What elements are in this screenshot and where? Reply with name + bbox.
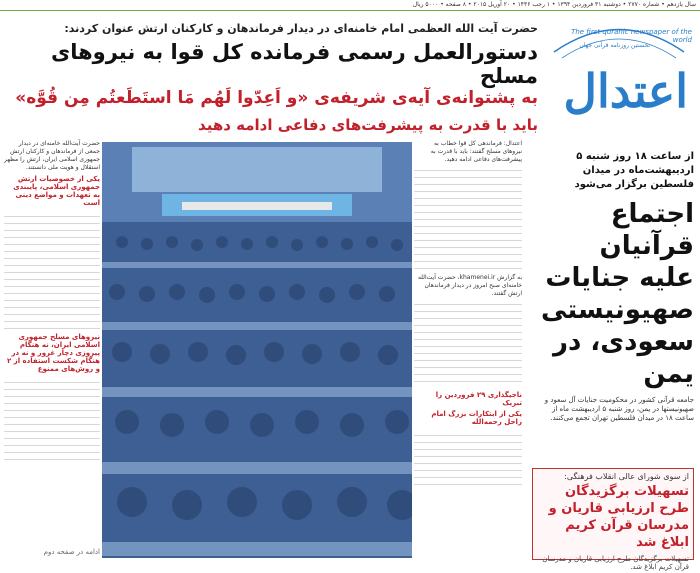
- logo-subtitle: نخستین روزنامه قرآنی جهان: [579, 42, 650, 49]
- mid-filler: [414, 164, 522, 274]
- lead-headline: دستورالعمل رسمی فرمانده کل قوا به نیروهای مسلح: [50, 40, 538, 88]
- left-filler-2: [4, 376, 100, 466]
- right-story-body: جامعه قرآنی کشور در محکومیت جنایات آل سعود و صهیونیستها در یمن، روز شنبه ۵ اردیبهشت ماه از ساعت ۱۸ در میدان فلسطین تهران تجمع می‌کنند.: [544, 396, 694, 422]
- newspaper-logo: اعتدال: [563, 64, 688, 118]
- box-body: تسهیلات برگزیدگان طرح ارزیابی قاریان و مدرسان قرآن کریم ابلاغ شد.: [542, 555, 689, 571]
- mid-filler-3: [414, 429, 522, 489]
- box-headline: تسهیلات برگزیدگان طرح ارزیابی قاریان و مدرسان قرآن کریم ابلاغ شد: [548, 484, 689, 550]
- mid-section-1: ناجیگذاری ۲۹ فروردین را تبریک: [435, 391, 522, 407]
- lead-verse: به پشتوانه‌ی آیه‌ی شریفه‌ی «و اَعِدّوا لَهُم مَا استَطَعتُم مِن قُوَّه»: [15, 88, 538, 108]
- mid-section-2: یکی از ابتکارات بزرگ امام راحل رحمه‌الله: [431, 410, 522, 426]
- right-story: [536, 150, 694, 423]
- left-filler: [4, 210, 100, 330]
- box-kicker: از سوی شورای عالی انقلاب فرهنگی:: [564, 472, 689, 481]
- continue-note: ادامه در صفحه دوم: [43, 548, 100, 556]
- date-bar: سال یازدهم • شماره ۲۷۷۰ • دوشنبه ۳۱ فروردین ۱۳۹۴ • ۱ رجب ۱۴۳۶ • ۲۰ آوریل ۲۰۱۵ • ۸ صفحه • ۵۰۰۰ ریال: [0, 0, 700, 11]
- right-story-headline: اجتماع قرآنیان علیه جنایات صهیونیستی سعودی، در یمن: [541, 199, 694, 389]
- middle-column: [414, 140, 522, 489]
- lead-supra: حضرت آیت الله العظمی امام خامنه‌ای در دیدار فرماندهان و کارکنان ارتش عنوان کردند:: [64, 22, 538, 35]
- lead-verse-sub: باید با قدرت به پیشرفت‌های دفاعی ادامه دهید: [198, 116, 538, 134]
- left-section-1: یکی از خصوصیات ارتش جمهوری اسلامی، پایبندی به تعهدات و مواضع دینی است: [13, 175, 100, 207]
- crowd-photo-illustration: [102, 142, 412, 558]
- right-story-pre: از ساعت ۱۸ روز شنبه ۵ اردیبهشت‌ماه در میدان فلسطین برگزار می‌شود: [574, 151, 694, 190]
- mid-filler-2: [414, 298, 522, 388]
- mid-intro: اعتدال: فرماندهی کل قوا خطاب به نیروهای مسلح گفتند: باید با قدرت به پیشرفت‌های دفاعی ادامه دهید.: [430, 140, 522, 163]
- box-story: [532, 468, 694, 571]
- logo-tagline: The first quranic newspaper of the world: [571, 28, 692, 44]
- lead-photo: [102, 142, 412, 558]
- left-intro: حضرت آیت‌الله خامنه‌ای در دیدار جمعی از فرماندهان و کارکنان ارتش جمهوری اسلامی ایران، ارتش را مظهر استقلال و هویت ملی دانستند.: [4, 140, 100, 171]
- mid-site: به گزارش khamenei.ir، حضرت آیت‌الله خامنه‌ای صبح امروز در دیدار فرماندهان ارتش گفتند.: [417, 274, 522, 297]
- left-section-2: نیروهای مسلح جمهوری اسلامی ایران، نه هنگام پیروزی دچار غرور و نه در هنگام شکست استفاده از ۲ و روش‌های ممنوع: [6, 333, 100, 373]
- left-column: [4, 140, 100, 466]
